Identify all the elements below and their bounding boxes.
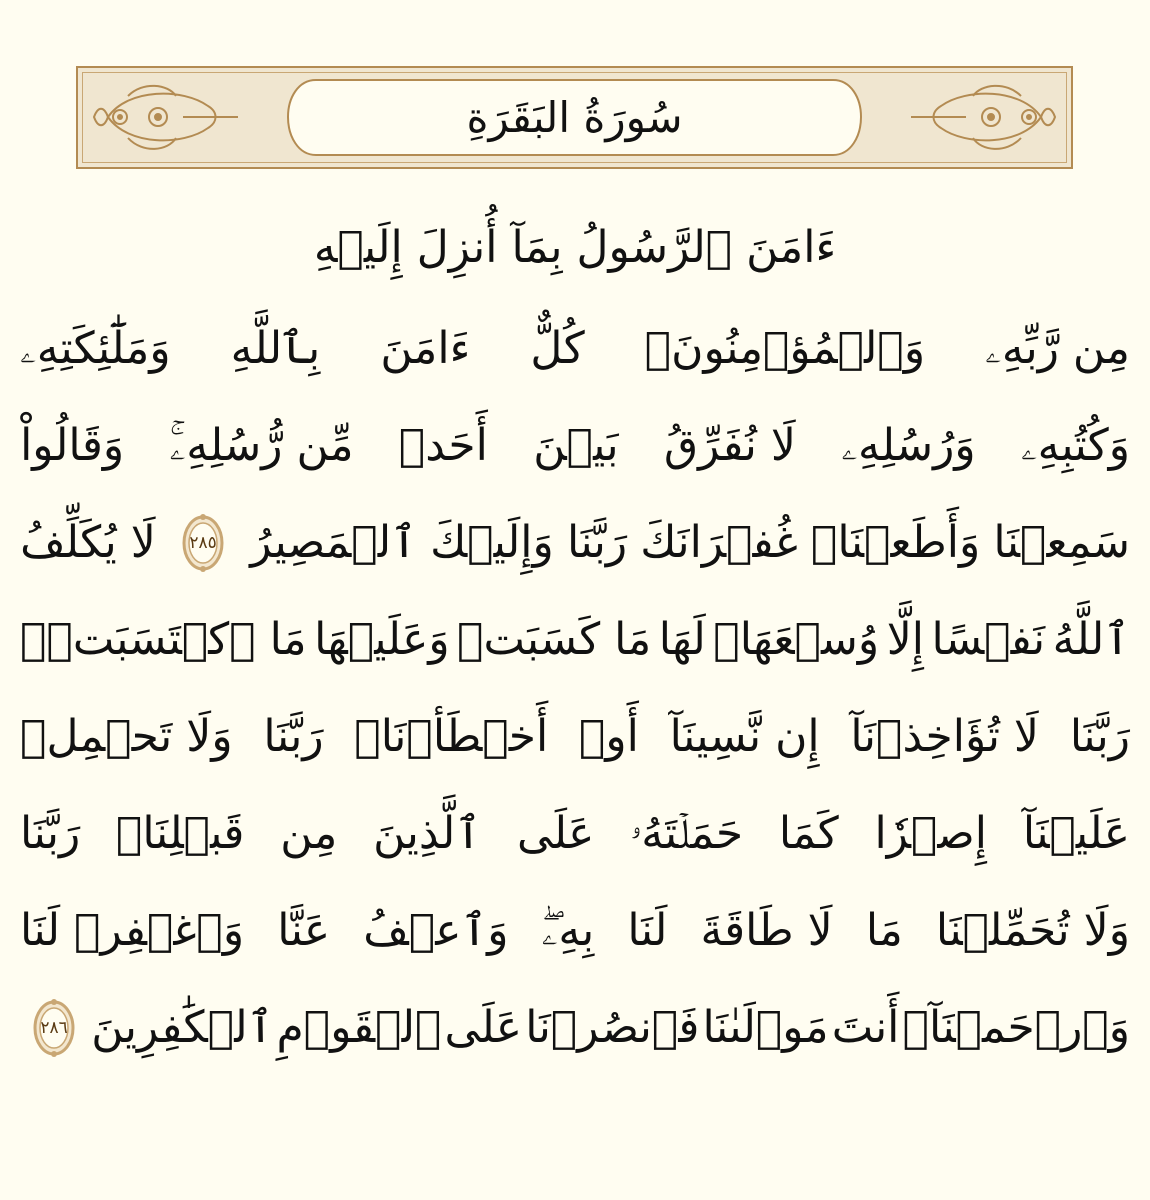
verse-segment: أَوۡ [578,711,639,762]
surah-title-cartouche [286,78,863,157]
verse-segment: وَقَالُواْ [20,420,125,471]
floral-ornament-left-icon [88,76,248,159]
surah-title: سُورَةُ البَقَرَةِ [466,93,683,142]
verse-segment: أَخۡطَأۡنَاۚ [354,711,549,762]
verse-segment: رَبَّنَا [20,808,81,859]
verse-segment: وَكُتُبِهِۦ [1020,420,1130,471]
verse-segment: وَأَطَعۡنَاۖ [810,517,981,568]
verse-segment: مِن رَّبِّهِۦ [985,323,1130,374]
verse-segment: وَلَا تَحۡمِلۡ [20,711,233,762]
verse-segment: مِن [280,808,338,859]
verse-segment: عَلَى [516,808,595,859]
verse-segment: ءَامَنَ ٱلرَّسُولُ بِمَآ أُنزِلَ إِلَيۡهِ [313,222,837,273]
verse-segment: قَبۡلِنَاۚ [116,808,245,859]
verse-segment: لَا تُؤَاخِذۡنَآ [850,711,1040,762]
verse-segment: لَهَا [658,614,706,665]
verse-segment: وَٱعۡفُ [363,905,509,956]
verse-text-block [20,195,1130,1076]
verse-segment: ٱللَّهُ [1052,614,1130,665]
verse-segment: بَيۡنَ [533,420,619,471]
verse-segment: ٱلۡكَٰفِرِينَ [91,1002,274,1053]
verse-segment: وَٱغۡفِرۡ لَنَا [20,905,245,956]
verse-segment: مَا كَسَبَتۡ [457,614,652,665]
verse-segment: وَعَلَيۡهَا [314,614,450,665]
verse-line [20,494,1130,591]
verse-segment: رَبَّنَا [263,711,324,762]
verse-segment: ٱلۡمَصِيرُ [250,517,417,568]
verse-segment: مَوۡلَىٰنَا [702,1002,829,1053]
verse-line [20,397,1130,494]
verse-segment: وَلَا تُحَمِّلۡنَا [935,905,1130,956]
verse-segment: حَمَلۡتَهُۥ [630,808,744,859]
verse-segment: إِن نَّسِينَآ [669,711,820,762]
verse-line [20,979,1130,1076]
verse-segment: إِصۡرٗا [874,808,987,859]
floral-ornament-right-icon [901,76,1061,159]
verse-segment: وَمَلَٰٓئِكَتِهِۦ [20,323,171,374]
verse-segment: ٱلَّذِينَ [373,808,482,859]
verse-segment: مَا ٱكۡتَسَبَتۡۗ [20,614,307,665]
verse-segment: ٱلۡقَوۡمِ [276,1002,442,1053]
verse-segment: مِّن رُّسُلِهِۦۚ [169,420,354,471]
verse-line [20,591,1130,688]
verse-segment: وَٱلۡمُؤۡمِنُونَۚ [644,323,926,374]
verse-line [20,882,1130,979]
verse-segment: نَفۡسًا [931,614,1046,665]
verse-segment: رَبَّنَا [1069,711,1130,762]
surah-header-frame [76,66,1073,169]
verse-segment: رَبَّنَا [566,517,628,568]
verse-segment: وَرُسُلِهِۦ [841,420,976,471]
verse-line [20,300,1130,397]
verse-segment: غُفۡرَانَكَ [640,517,798,568]
verse-segment: بِهِۦۖ [541,905,595,956]
verse-line [20,195,1130,300]
verse-segment: وُسۡعَهَاۚ [713,614,880,665]
verse-line [20,785,1130,882]
verse-segment: عَلَى [444,1002,523,1053]
ayah-number-marker [32,998,76,1058]
verse-segment: بِٱللَّهِ [230,323,321,374]
verse-segment: عَنَّا [277,905,331,956]
verse-segment: إِلَّا [886,614,925,665]
verse-segment: ءَامَنَ [380,323,471,374]
ayah-number: ٢٨٥ [189,532,217,553]
verse-segment: لَنَا [627,905,668,956]
verse-segment: أَنتَ [831,1002,900,1053]
verse-segment: عَلَيۡنَآ [1022,808,1130,859]
verse-segment: مَا [865,905,903,956]
verse-segment: لَا يُكَلِّفُ [20,517,156,568]
ayah-number: ٢٨٦ [40,1017,68,1038]
verse-line [20,688,1130,785]
ayah-number-marker [181,513,225,573]
verse-segment: فَٱنصُرۡنَا [525,1002,700,1053]
verse-segment: وَإِلَيۡكَ [430,517,554,568]
verse-segment: لَا طَاقَةَ [700,905,833,956]
verse-segment: سَمِعۡنَا [993,517,1130,568]
verse-segment: لَا نُفَرِّقُ [663,420,796,471]
verse-segment: كَمَا [778,808,839,859]
verse-segment: كُلٌّ [530,323,585,374]
verse-segment: أَحَدٖ [398,420,488,471]
verse-segment: وَٱرۡحَمۡنَآۚ [902,1002,1130,1053]
